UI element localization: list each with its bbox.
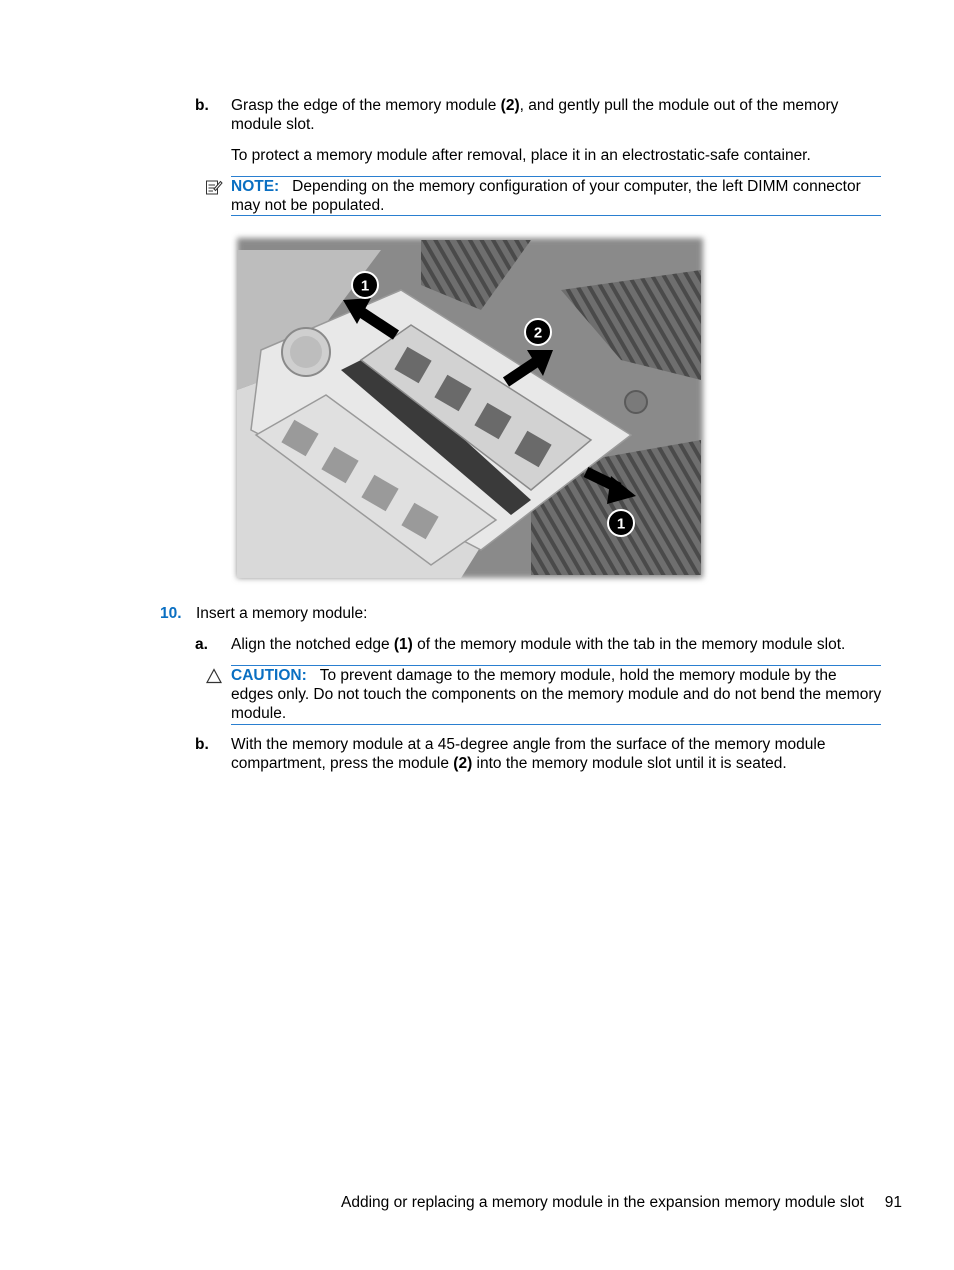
callout-1-top — [352, 272, 378, 298]
step-b-ref: (2) — [500, 97, 520, 114]
caution-body: To prevent damage to the memory module, hold the memory module by the edges only. Do not touch the components on the memory module and do not bend the memory module. — [231, 667, 882, 722]
caution-label: CAUTION: — [231, 667, 307, 684]
step-a-ref: (1) — [393, 636, 413, 653]
step-b-text-2: , and gently pull the module out of the memory module slot. — [231, 97, 839, 133]
caution-bottom-rule — [231, 724, 881, 725]
step-a-letter: a. — [195, 636, 208, 653]
step-10-number: 10. — [160, 605, 182, 622]
note-bottom-rule — [231, 215, 881, 216]
step-b2-text-1: With the memory module at a 45-degree angle from the surface of the memory module compartment, press the module — [231, 736, 826, 772]
page-number: 91 — [884, 1194, 902, 1211]
step-a-text-2: of the memory module with the tab in the memory module slot. — [412, 636, 846, 653]
memory-module-figure — [231, 230, 711, 585]
protect-text: To protect a memory module after removal, place it in an electrostatic-safe container. — [231, 147, 811, 164]
note-body: Depending on the memory configuration of your computer, the left DIMM connector may not be populated. — [231, 178, 861, 214]
step-b-text — [231, 96, 881, 134]
step-a-text-1: Align the notched edge — [231, 636, 394, 653]
step-b2-text — [231, 735, 881, 773]
note-icon — [205, 178, 223, 196]
step-b2-ref: (2) — [453, 755, 473, 772]
callout-2 — [525, 319, 551, 345]
step-10-text: Insert a memory module: — [196, 605, 368, 622]
step-b-text-1: Grasp the edge of the memory module — [231, 97, 501, 114]
step-a-text — [231, 635, 891, 654]
note-label: NOTE: — [231, 178, 280, 195]
step-b2-letter: b. — [195, 736, 209, 753]
callout-1-top-label: 1 — [360, 277, 370, 295]
callout-1-bottom-label: 1 — [616, 515, 626, 533]
callout-1-bottom — [608, 510, 634, 536]
footer-title: Adding or replacing a memory module in the expansion memory module slot — [341, 1194, 864, 1211]
step-b2-text-2: into the memory module slot until it is seated. — [472, 755, 787, 772]
caution-triangle-icon — [206, 668, 222, 684]
step-b-letter: b. — [195, 97, 209, 114]
note-text — [231, 177, 883, 215]
callout-2-label: 2 — [533, 324, 543, 342]
caution-text — [231, 666, 883, 723]
